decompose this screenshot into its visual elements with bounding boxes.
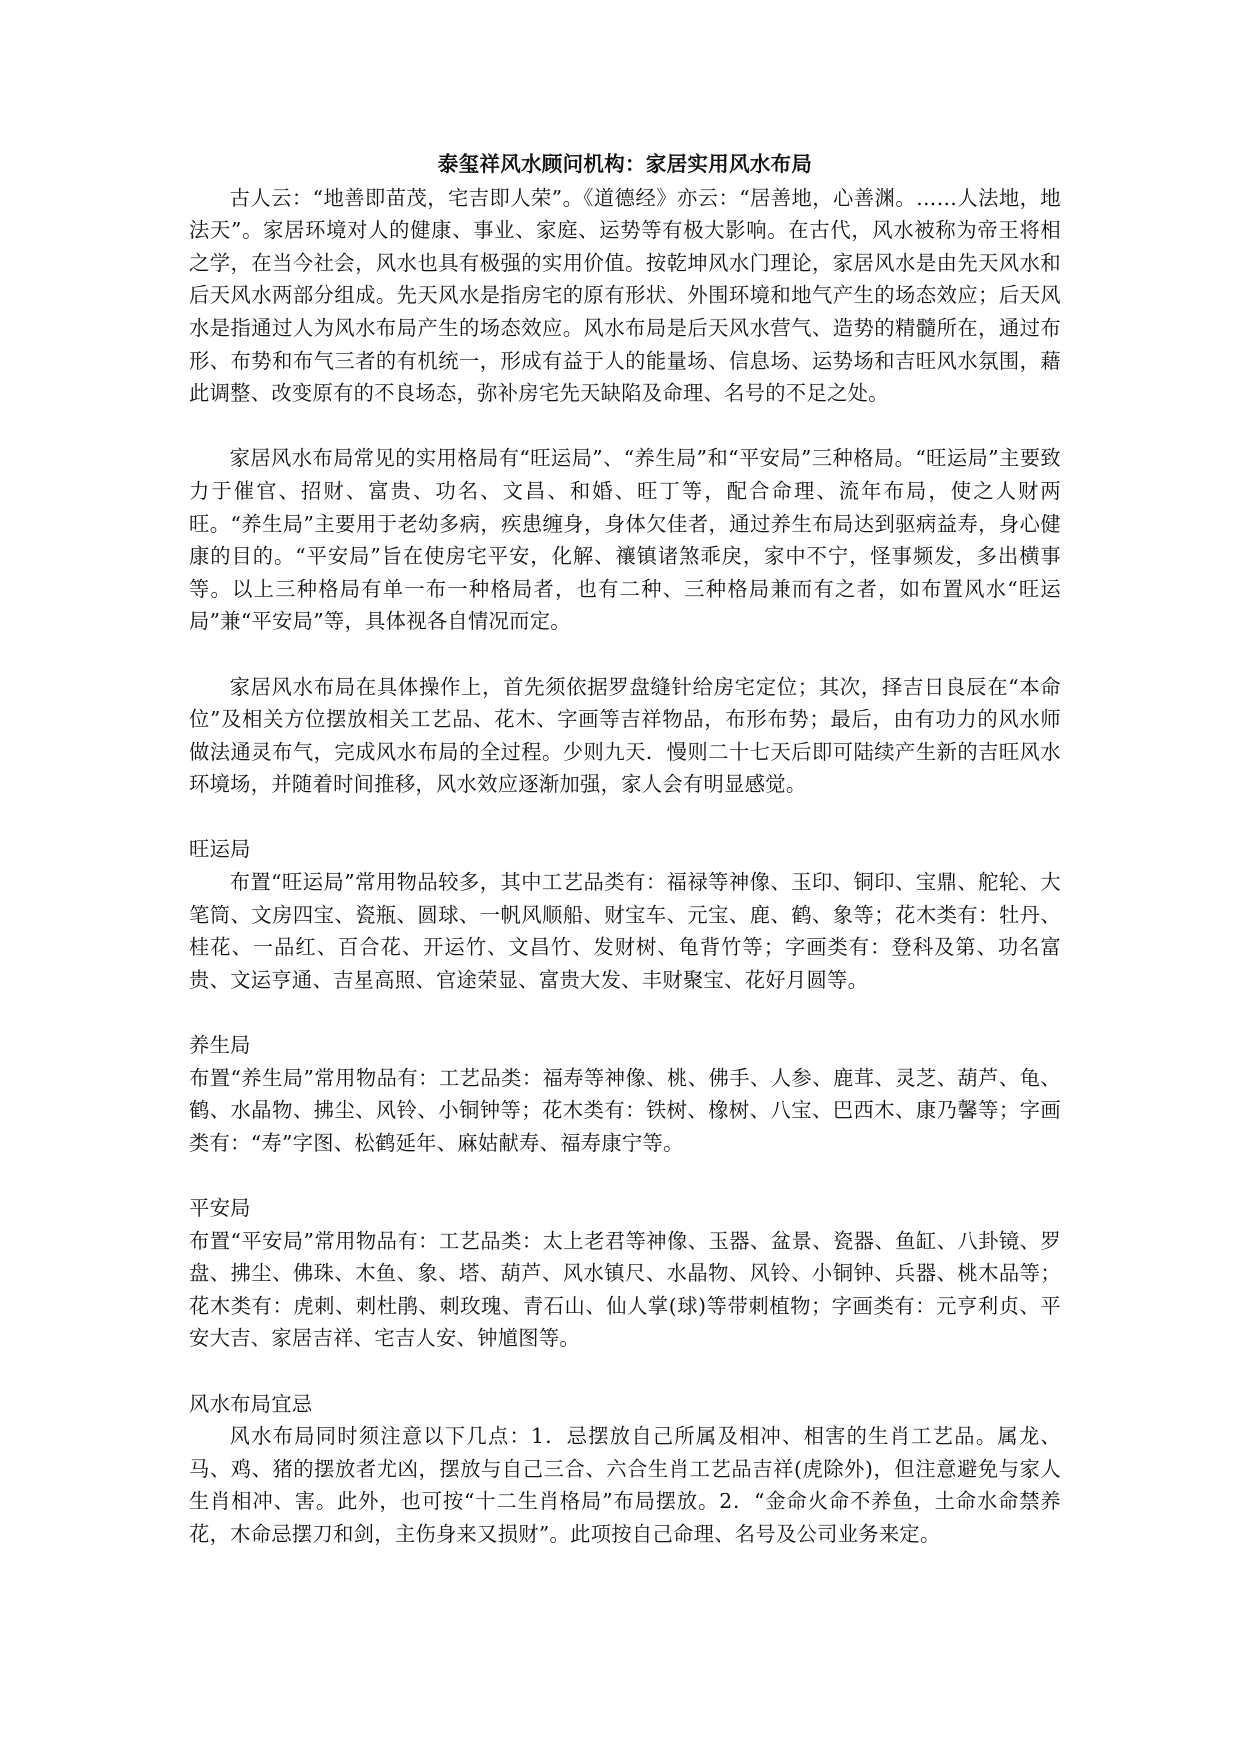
section-heading-yangsheng: 养生局 bbox=[189, 1033, 251, 1058]
section-heading-yiji: 风水布局宜忌 bbox=[189, 1391, 313, 1416]
section-body-wangyun: 布置“旺运局”常用物品较多，其中工艺品类有：福禄等神像、玉印、铜印、宝鼎、舵轮、大笔筒、文房四宝、瓷瓶、圆球、一帆风顺船、财宝车、元宝、鹿、鹤、象等；花木类有：牡丹、桂花、一品红、百合花、开运竹、文昌竹、发财树、龟背竹等；字画类有：登科及第、功名富贵、文运亨通、吉星高照、官途荣显、富贵大发、丰财聚宝、花好月圆等。 bbox=[189, 870, 1061, 992]
paragraph-gap bbox=[189, 996, 1061, 1029]
paragraph-gap bbox=[189, 1355, 1061, 1388]
document-page bbox=[189, 148, 1061, 1551]
paragraph-gap bbox=[189, 638, 1061, 671]
paragraph-gap bbox=[189, 410, 1061, 443]
paragraph-gap bbox=[189, 1159, 1061, 1192]
intro-paragraph-2: 家居风水布局常见的实用格局有“旺运局”、“养生局”和“平安局”三种格局。“旺运局”主要致力于催官、招财、富贵、功名、文昌、和婚、旺丁等，配合命理、流年布局，使之人财两旺。“养生局”主要用于老幼多病，疾患缠身，身体欠佳者，通过养生布局达到驱病益寿，身心健康的目的。“平安局”旨在使房宅平安，化解、禳镇诸煞乖戾，家中不宁，怪事频发，多出横事等。以上三种格局有单一布一种格局者，也有二种、三种格局兼而有之者，如布置风水“旺运局”兼“平安局”等，具体视各自情况而定。 bbox=[189, 446, 1061, 634]
section-heading-pingan: 平安局 bbox=[189, 1196, 251, 1220]
section-body-yangsheng: 布置“养生局”常用物品有：工艺品类：福寿等神像、桃、佛手、人参、鹿茸、灵芝、葫芦、龟、鹤、水晶物、拂尘、风铃、小铜钟等；花木类有：铁树、橡树、八宝、巴西木、康乃馨等；字画类有：“寿”字图、松鹤延年、麻姑献寿、福寿康宁等。 bbox=[189, 1065, 1061, 1155]
intro-paragraph-3: 家居风水布局在具体操作上，首先须依据罗盘缝针给房宅定位；其次，择吉日良辰在“本命位”及相关方位摆放相关工艺品、花木、字画等吉祥物品，布形布势；最后，由有功力的风水师做法通灵布气，完成风水布局的全过程。少则九天．慢则二十七天后即可陆续产生新的吉旺风水环境场，并随着时间推移，风水效应逐渐加强，家人会有明显感觉。 bbox=[189, 674, 1061, 797]
section-heading-wangyun: 旺运局 bbox=[189, 837, 251, 862]
section-body-yiji: 风水布局同时须注意以下几点：1．忌摆放自己所属及相冲、相害的生肖工艺品。属龙、马、鸡、猪的摆放者尤凶，摆放与自己三合、六合生肖工艺品吉祥(虎除外)，但注意避免与家人生肖相冲、害。此外，也可按“十二生肖格局”布局摆放。2．“金命火命不养鱼，土命水命禁养花，木命忌摆刀和剑，主伤身来又损财”。此项按自己命理、名号及公司业务来定。 bbox=[189, 1424, 1061, 1546]
document-title: 泰玺祥风水顾问机构：家居实用风水布局 bbox=[437, 152, 813, 176]
intro-paragraph-1: 古人云：“地善即苗茂，宅吉即人荣”。《道德经》亦云：“居善地，心善渊。……人法地，地法天”。家居环境对人的健康、事业、家庭、运势等有极大影响。在古代，风水被称为帝王将相之学，在当今社会，风水也具有极强的实用价值。按乾坤风水门理论，家居风水是由先天风水和后天风水两部分组成。先天风水是指房宅的原有形状、外围环境和地气产生的场态效应；后天风水是指通过人为风水布局产生的场态效应。风水布局是后天风水营气、造势的精髓所在，通过布形、布势和布气三者的有机统一，形成有益于人的能量场、信息场、运势场和吉旺风水氛围，藉此调整、改变原有的不良场态，弥补房宅先天缺陷及命理、名号的不足之处。 bbox=[189, 185, 1061, 406]
paragraph-gap bbox=[189, 801, 1061, 834]
section-body-pingan: 布置“平安局”常用物品有：工艺品类：太上老君等神像、玉器、盆景、瓷器、鱼缸、八卦镜、罗盘、拂尘、佛珠、木鱼、象、塔、葫芦、风水镇尺、水晶物、风铃、小铜钟、兵器、桃木品等；花木类有：虎刺、刺杜鹃、刺玫瑰、青石山、仙人掌(球)等带刺植物；字画类有：元亨利贞、平安大吉、家居吉祥、宅吉人安、钟馗图等。 bbox=[189, 1228, 1061, 1351]
